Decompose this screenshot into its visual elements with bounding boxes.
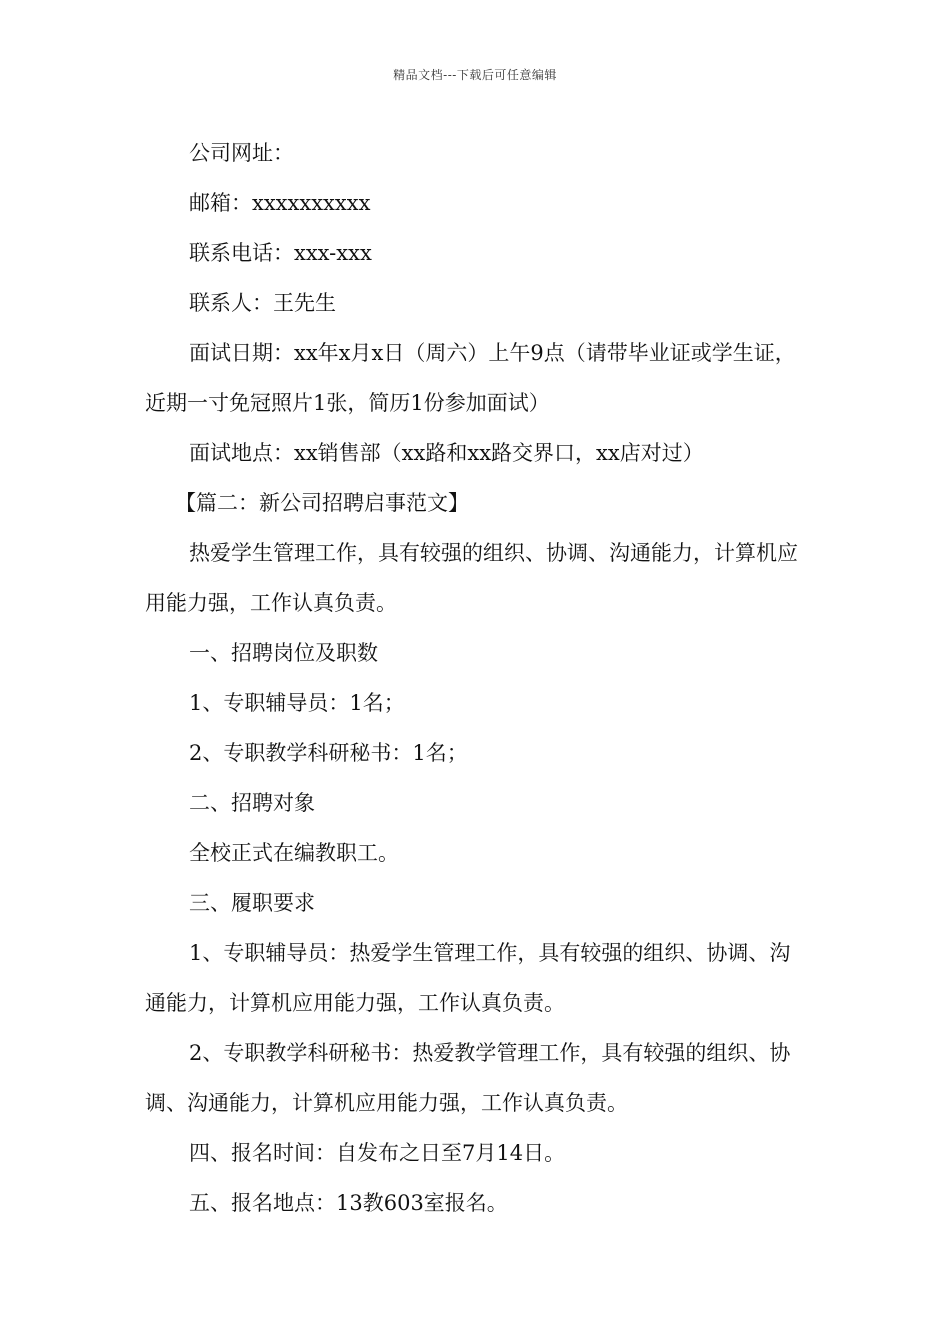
target-description: 全校正式在编教职工。 bbox=[189, 841, 399, 865]
registration-location: 五、报名地点：13教603室报名。 bbox=[189, 1191, 508, 1215]
section-title: 【篇二：新公司招聘启事范文】 bbox=[175, 491, 469, 515]
page-header: 精品文档---下载后可任意编辑 bbox=[393, 68, 557, 82]
position-item-2: 2、专职教学科研秘书：1名； bbox=[189, 741, 468, 765]
interview-location-line: 面试地点：xx销售部（xx路和xx路交界口，xx店对过） bbox=[189, 441, 704, 465]
document-body bbox=[145, 128, 810, 1228]
registration-time: 四、报名时间：自发布之日至7月14日。 bbox=[189, 1141, 566, 1165]
position-item-1: 1、专职辅导员：1名； bbox=[189, 691, 405, 715]
intro-paragraph: 热爱学生管理工作，具有较强的组织、协调、沟通能力，计算机应用能力强，工作认真负责。 bbox=[145, 541, 798, 615]
email-line: 邮箱：xxxxxxxxxx bbox=[189, 191, 371, 215]
requirement-item-2: 2、专职教学科研秘书：热爱教学管理工作，具有较强的组织、协调、沟通能力，计算机应用能力强，工作认真负责。 bbox=[145, 1041, 791, 1115]
requirement-item-1: 1、专职辅导员：热爱学生管理工作，具有较强的组织、协调、沟通能力，计算机应用能力强，工作认真负责。 bbox=[145, 941, 791, 1015]
heading-requirements: 三、履职要求 bbox=[189, 891, 315, 915]
heading-target: 二、招聘对象 bbox=[189, 791, 315, 815]
company-website-line: 公司网址： bbox=[189, 141, 294, 165]
contact-person-line: 联系人：王先生 bbox=[189, 291, 336, 315]
phone-line: 联系电话：xxx-xxx bbox=[189, 241, 372, 265]
interview-date-paragraph: 面试日期：xx年x月x日（周六）上午9点（请带毕业证或学生证，近期一寸免冠照片1张，简历1份参加面试） bbox=[145, 341, 796, 415]
heading-positions: 一、招聘岗位及职数 bbox=[189, 641, 378, 665]
